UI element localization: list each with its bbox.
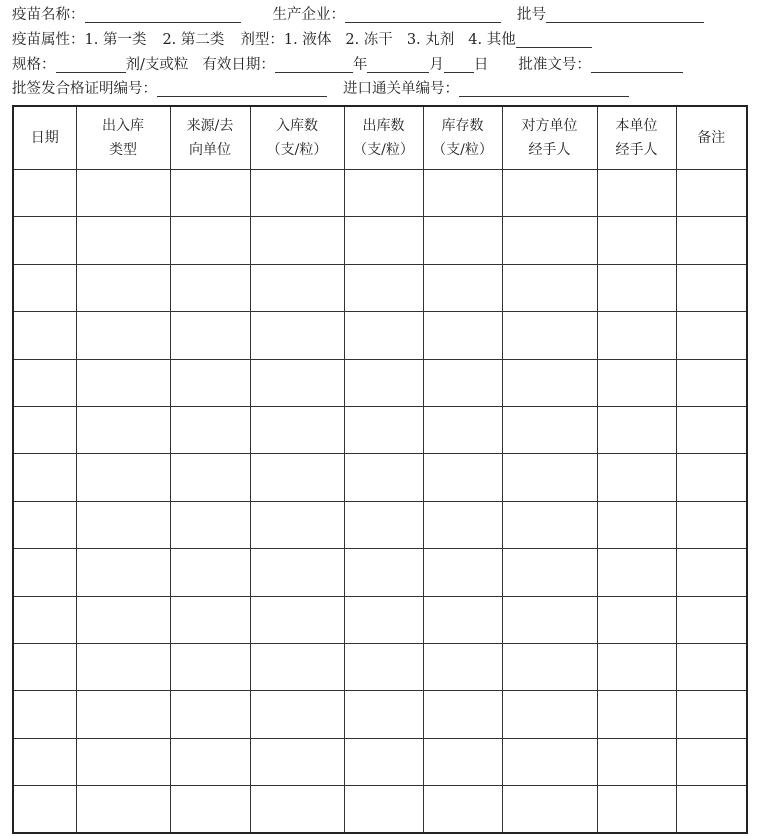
- table-cell[interactable]: [423, 264, 502, 311]
- batch-label: 批号: [517, 7, 546, 23]
- table-cell[interactable]: [170, 217, 250, 264]
- table-cell[interactable]: [170, 170, 250, 217]
- form-option-4: 4. 其他: [468, 32, 516, 48]
- table-cell[interactable]: [76, 217, 170, 264]
- table-cell[interactable]: [13, 359, 76, 406]
- table-cell[interactable]: [344, 596, 423, 643]
- table-cell[interactable]: [13, 738, 76, 785]
- table-cell[interactable]: [423, 643, 502, 690]
- col-header-source-destination: 来源/去 向单位: [170, 106, 250, 170]
- form-option-1: 1. 液体: [283, 32, 332, 48]
- table-cell[interactable]: [344, 406, 423, 453]
- table-cell[interactable]: [502, 691, 597, 738]
- table-cell[interactable]: [423, 406, 502, 453]
- col-header-remarks: 备注: [676, 106, 747, 170]
- table-cell[interactable]: [502, 786, 597, 834]
- year-label: 年: [352, 57, 368, 73]
- form-option-3: 3. 丸剂: [406, 32, 455, 48]
- table-cell[interactable]: [250, 454, 344, 501]
- inventory-ledger-table: [12, 105, 748, 834]
- table-cell[interactable]: [597, 643, 676, 690]
- table-cell[interactable]: [250, 501, 344, 548]
- table-cell[interactable]: [423, 691, 502, 738]
- col-header-in-out-type: 出入库 类型: [76, 106, 170, 170]
- table-cell[interactable]: [344, 738, 423, 785]
- import-customs-label: 进口通关单编号：: [343, 81, 459, 97]
- table-cell[interactable]: [502, 217, 597, 264]
- col-header-own-handler: 本单位 经手人: [597, 106, 676, 170]
- table-cell[interactable]: [170, 312, 250, 359]
- table-cell[interactable]: [502, 501, 597, 548]
- table-cell[interactable]: [597, 359, 676, 406]
- col-header-date: 日期: [13, 106, 76, 170]
- table-cell[interactable]: [502, 643, 597, 690]
- table-cell[interactable]: [76, 786, 170, 834]
- table-cell[interactable]: [676, 643, 747, 690]
- table-cell[interactable]: [13, 312, 76, 359]
- table-body: [13, 170, 747, 834]
- approval-number-field[interactable]: [591, 71, 683, 73]
- table-cell[interactable]: [502, 359, 597, 406]
- col-header-stock-qty: 库存数 （支/粒）: [423, 106, 502, 170]
- table-cell[interactable]: [502, 596, 597, 643]
- table-cell[interactable]: [502, 264, 597, 311]
- col-header-inbound-qty: 入库数 （支/粒）: [250, 106, 344, 170]
- table-cell[interactable]: [13, 643, 76, 690]
- table-row: [13, 501, 747, 548]
- table-cell[interactable]: [597, 406, 676, 453]
- table-row: [13, 786, 747, 834]
- table-cell[interactable]: [597, 501, 676, 548]
- table-cell[interactable]: [502, 406, 597, 453]
- table-cell[interactable]: [423, 312, 502, 359]
- table-row: [13, 549, 747, 596]
- table-cell[interactable]: [676, 264, 747, 311]
- table-cell[interactable]: [250, 738, 344, 785]
- manufacturer-field[interactable]: [345, 21, 501, 23]
- table-row: [13, 264, 747, 311]
- vaccine-name-field[interactable]: [85, 21, 241, 23]
- form-other-field[interactable]: [516, 46, 592, 48]
- table-cell[interactable]: [250, 549, 344, 596]
- table-cell[interactable]: [676, 501, 747, 548]
- spec-label: 规格：: [12, 57, 56, 73]
- table-row: [13, 643, 747, 690]
- col-header-outbound-qty: 出库数 （支/粒）: [344, 106, 423, 170]
- form-option-2: 2. 冻干: [345, 32, 393, 48]
- table-cell[interactable]: [76, 501, 170, 548]
- table-cell[interactable]: [76, 691, 170, 738]
- table-cell[interactable]: [76, 264, 170, 311]
- table-cell[interactable]: [423, 454, 502, 501]
- day-label: 日: [473, 57, 489, 73]
- table-cell[interactable]: [250, 691, 344, 738]
- table-cell[interactable]: [423, 501, 502, 548]
- table-cell[interactable]: [423, 170, 502, 217]
- table-cell[interactable]: [76, 312, 170, 359]
- table-cell[interactable]: [170, 264, 250, 311]
- table-row: [13, 217, 747, 264]
- table-cell[interactable]: [250, 264, 344, 311]
- table-cell[interactable]: [170, 359, 250, 406]
- table-cell[interactable]: [676, 596, 747, 643]
- table-cell[interactable]: [13, 596, 76, 643]
- table-cell[interactable]: [76, 454, 170, 501]
- table-cell[interactable]: [76, 596, 170, 643]
- table-cell[interactable]: [344, 264, 423, 311]
- table-cell[interactable]: [344, 549, 423, 596]
- table-header-row: [13, 106, 747, 170]
- col-header-counterparty-handler: 对方单位 经手人: [502, 106, 597, 170]
- table-cell[interactable]: [170, 738, 250, 785]
- attribute-option-1: 1. 第一类: [84, 32, 147, 48]
- table-cell[interactable]: [13, 170, 76, 217]
- table-cell[interactable]: [13, 691, 76, 738]
- table-cell[interactable]: [170, 691, 250, 738]
- table-cell[interactable]: [76, 643, 170, 690]
- table-row: [13, 312, 747, 359]
- table-cell[interactable]: [502, 549, 597, 596]
- table-cell[interactable]: [170, 406, 250, 453]
- table-cell[interactable]: [250, 786, 344, 834]
- table-cell[interactable]: [676, 738, 747, 785]
- table-row: [13, 738, 747, 785]
- table-cell[interactable]: [597, 454, 676, 501]
- table-cell[interactable]: [250, 406, 344, 453]
- table-cell[interactable]: [423, 738, 502, 785]
- vaccine-name-label: 疫苗名称：: [12, 7, 85, 23]
- table-cell[interactable]: [597, 170, 676, 217]
- batch-release-cert-label: 批签发合格证明编号：: [12, 81, 157, 97]
- attribute-option-2: 2. 第二类: [162, 32, 225, 48]
- table-cell[interactable]: [170, 549, 250, 596]
- expiry-date-label: 有效日期：: [202, 57, 275, 73]
- table-cell[interactable]: [76, 549, 170, 596]
- table-cell[interactable]: [423, 786, 502, 834]
- table-cell[interactable]: [13, 549, 76, 596]
- table-cell[interactable]: [344, 217, 423, 264]
- table-cell[interactable]: [676, 359, 747, 406]
- table-row: [13, 170, 747, 217]
- table-cell[interactable]: [344, 691, 423, 738]
- table-cell[interactable]: [13, 454, 76, 501]
- table-cell[interactable]: [250, 170, 344, 217]
- table-cell[interactable]: [676, 786, 747, 834]
- table-row: [13, 596, 747, 643]
- table-cell[interactable]: [250, 596, 344, 643]
- table-cell[interactable]: [250, 643, 344, 690]
- table-cell[interactable]: [76, 406, 170, 453]
- table-cell[interactable]: [597, 786, 676, 834]
- table-cell[interactable]: [423, 596, 502, 643]
- table-cell[interactable]: [597, 312, 676, 359]
- table-cell[interactable]: [676, 217, 747, 264]
- table-cell[interactable]: [250, 217, 344, 264]
- table-cell[interactable]: [344, 501, 423, 548]
- table-cell[interactable]: [344, 312, 423, 359]
- table-cell[interactable]: [170, 454, 250, 501]
- table-cell[interactable]: [76, 359, 170, 406]
- header-line-3: [12, 54, 683, 76]
- table-cell[interactable]: [423, 217, 502, 264]
- table-cell[interactable]: [597, 738, 676, 785]
- table-row: [13, 454, 747, 501]
- table-cell[interactable]: [597, 549, 676, 596]
- table-cell[interactable]: [13, 406, 76, 453]
- header-line-4: [12, 78, 629, 100]
- table-cell[interactable]: [502, 170, 597, 217]
- spec-field[interactable]: [56, 71, 126, 73]
- spec-unit-label: 剂/支或粒: [125, 57, 189, 73]
- manufacturer-label: 生产企业：: [272, 7, 345, 23]
- table-cell[interactable]: [13, 501, 76, 548]
- table-cell[interactable]: [13, 217, 76, 264]
- table-cell[interactable]: [502, 738, 597, 785]
- table-row: [13, 691, 747, 738]
- table-cell[interactable]: [170, 643, 250, 690]
- vaccine-attribute-label: 疫苗属性：: [12, 32, 85, 48]
- batch-field[interactable]: [546, 21, 704, 23]
- table-cell[interactable]: [676, 454, 747, 501]
- table-cell[interactable]: [76, 738, 170, 785]
- table-cell[interactable]: [502, 454, 597, 501]
- table-cell[interactable]: [676, 170, 747, 217]
- table-cell[interactable]: [597, 217, 676, 264]
- table-row: [13, 406, 747, 453]
- table-cell[interactable]: [170, 786, 250, 834]
- table-cell[interactable]: [344, 454, 423, 501]
- import-customs-field[interactable]: [459, 95, 629, 97]
- table-cell[interactable]: [344, 359, 423, 406]
- table-cell[interactable]: [676, 549, 747, 596]
- table-cell[interactable]: [170, 501, 250, 548]
- month-label: 月: [429, 57, 444, 73]
- expiry-year-field[interactable]: [275, 71, 353, 73]
- expiry-day-field[interactable]: [444, 71, 474, 73]
- table-cell[interactable]: [344, 170, 423, 217]
- header-line-2: [12, 29, 592, 51]
- table-cell[interactable]: [676, 691, 747, 738]
- table-cell[interactable]: [344, 643, 423, 690]
- table-cell[interactable]: [423, 359, 502, 406]
- table-cell[interactable]: [344, 786, 423, 834]
- table-row: [13, 359, 747, 406]
- table-cell[interactable]: [250, 359, 344, 406]
- approval-number-label: 批准文号：: [518, 57, 591, 73]
- header-line-1: [12, 4, 704, 26]
- expiry-month-field[interactable]: [367, 71, 429, 73]
- dosage-form-label: 剂型：: [240, 32, 284, 48]
- table-cell[interactable]: [423, 549, 502, 596]
- table-cell[interactable]: [597, 264, 676, 311]
- batch-release-cert-field[interactable]: [157, 95, 327, 97]
- table-cell[interactable]: [676, 312, 747, 359]
- table-cell[interactable]: [250, 312, 344, 359]
- table-cell[interactable]: [170, 596, 250, 643]
- table-cell[interactable]: [597, 691, 676, 738]
- table-cell[interactable]: [597, 596, 676, 643]
- table-cell[interactable]: [13, 786, 76, 834]
- table-cell[interactable]: [676, 406, 747, 453]
- table-cell[interactable]: [76, 170, 170, 217]
- table-cell[interactable]: [502, 312, 597, 359]
- table-cell[interactable]: [13, 264, 76, 311]
